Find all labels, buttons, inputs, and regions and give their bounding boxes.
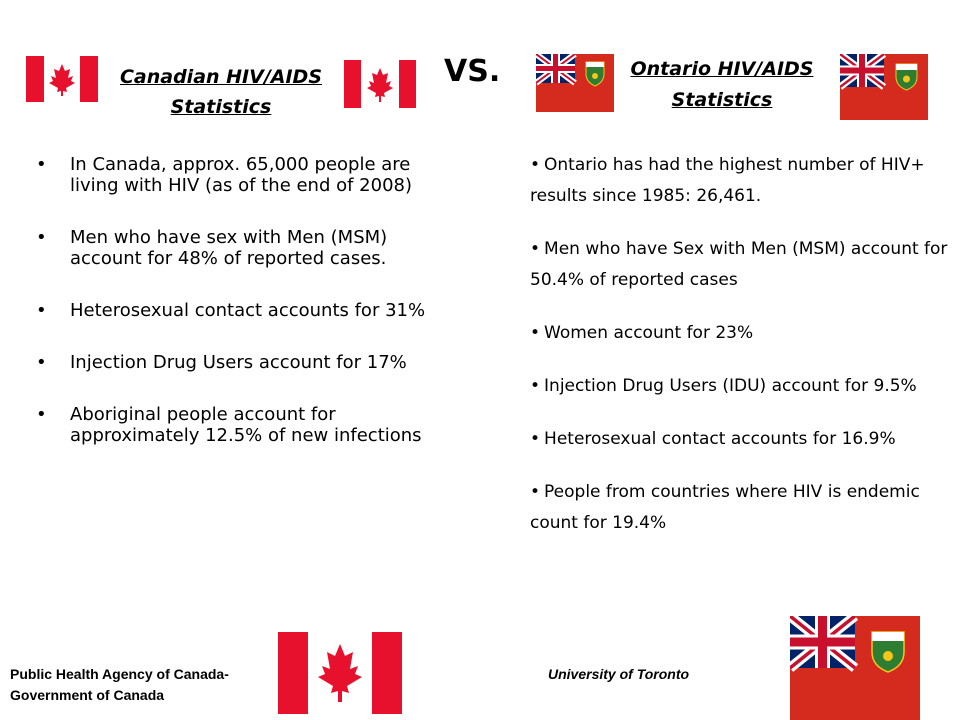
canada-flag-icon [278, 632, 402, 714]
list-item: • Heterosexual contact accounts for 16.9% [530, 429, 896, 449]
ontario-flag-icon [840, 54, 928, 120]
list-item-text: People from countries where HIV is endemic count for 19.4% [530, 482, 920, 533]
list-item-text: Women account for 23% [544, 323, 754, 343]
list-item: • People from countries where HIV is endemic count for 19.4% [530, 482, 920, 533]
vs-label: VS. [444, 54, 501, 89]
list-item-text: Ontario has had the highest number of HIV+ results since 1985: 26,461. [530, 155, 925, 206]
list-item: • Men who have Sex with Men (MSM) account for 50.4% of reported cases [530, 239, 948, 290]
right-title: Ontario HIV/AIDS Statistics [630, 58, 814, 111]
source-right: University of Toronto [548, 666, 690, 682]
list-item: • Heterosexual contact accounts for 31% [36, 300, 446, 321]
ontario-flag-icon [536, 54, 614, 112]
list-item: • Injection Drug Users account for 17% [36, 352, 446, 373]
canada-stats-list [36, 154, 446, 477]
list-item: • Injection Drug Users (IDU) account for 9.5% [530, 376, 917, 396]
list-item-text: Injection Drug Users (IDU) account for 9.5% [544, 376, 917, 396]
canada-flag-icon [344, 60, 416, 108]
ontario-stats-list [530, 150, 950, 561]
list-item-text: Men who have Sex with Men (MSM) account for 50.4% of reported cases [530, 239, 948, 290]
ontario-flag-icon [790, 616, 920, 720]
list-item: • In Canada, approx. 65,000 people are living with HIV (as of the end of 2008) [36, 154, 446, 196]
list-item-text: Heterosexual contact accounts for 16.9% [544, 429, 896, 449]
source-left: Public Health Agency of Canada- Government of Canada [10, 666, 229, 703]
list-item: • Aboriginal people account for approximately 12.5% of new infections [36, 404, 446, 446]
list-item: • Women account for 23% [530, 323, 754, 343]
left-title: Canadian HIV/AIDS Statistics [119, 66, 323, 118]
list-item: • Ontario has had the highest number of HIV+ results since 1985: 26,461. [530, 155, 925, 206]
list-item: • Men who have sex with Men (MSM) account for 48% of reported cases. [36, 227, 446, 269]
canada-flag-icon [26, 56, 98, 102]
